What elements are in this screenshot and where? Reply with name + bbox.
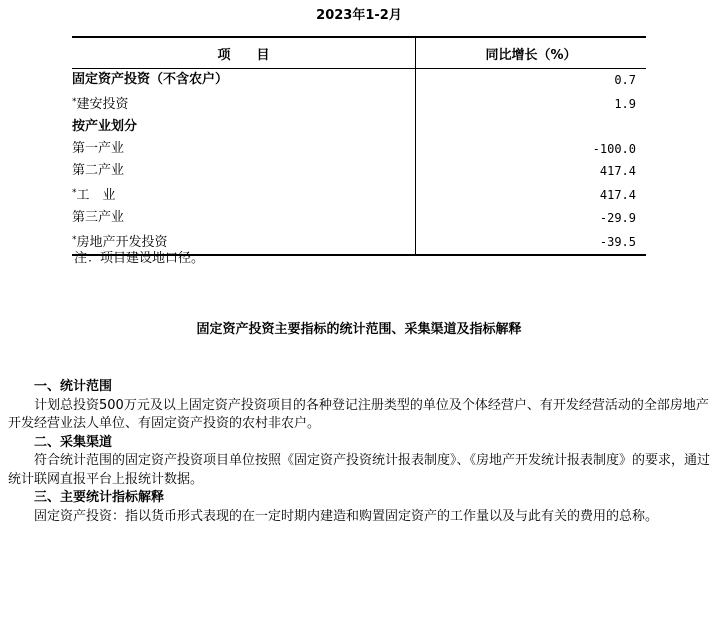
section-heading: 二、采集渠道: [34, 434, 113, 450]
explanation-body: [8, 378, 710, 526]
table-row: [72, 160, 646, 182]
row-label: 第二产业: [72, 160, 416, 182]
section-paragraph: 计划总投资500万元及以上固定资产投资项目的各种登记注册类型的单位及个体经营户、有开发经营活动的全部房地产开发经营业法人单位、有固定资产投资的农村非农户。: [8, 397, 709, 431]
table-row: [72, 91, 646, 116]
row-label: 按产业划分: [72, 116, 416, 138]
section-heading: 三、主要统计指标解释: [34, 490, 165, 505]
table-row: [72, 138, 646, 160]
row-value: [416, 116, 647, 138]
table-row: [72, 116, 646, 138]
row-value: -100.0: [592, 142, 636, 156]
table-note: 注：项目建设地口径。: [74, 251, 205, 266]
column-header-item: 项 目: [72, 37, 416, 69]
section-paragraph: 固定资产投资：指以货币形式表现的在一定时期内建造和购置固定资产的工作量以及与此有关的费用的总称。: [34, 508, 659, 524]
row-value: -29.9: [599, 211, 636, 225]
row-value: 417.4: [599, 164, 636, 178]
row-value: -39.5: [416, 229, 647, 255]
row-value: 0.7: [614, 73, 636, 87]
row-label-cell: [72, 182, 416, 207]
section-paragraph: 符合统计范围的固定资产投资项目单位按照《固定资产投资统计报表制度》、《房地产开发统计报表制度》的要求，通过统计联网直报平台上报统计数据。: [8, 453, 711, 487]
section-title: 固定资产投资主要指标的统计范围、采集渠道及指标解释: [196, 322, 522, 337]
section-heading: 一、统计范围: [34, 379, 113, 394]
row-label: 第三产业: [72, 207, 416, 229]
row-label: 固定资产投资（不含农户）: [72, 69, 416, 92]
row-label: 工 业: [76, 188, 116, 203]
report-period: 2023年1-2月: [316, 8, 402, 23]
table-row: [72, 69, 646, 92]
star-marker: *: [72, 97, 77, 107]
row-label: 建安投资: [76, 97, 129, 112]
row-value: 417.4: [599, 187, 636, 202]
column-header-growth: 同比增长（%）: [416, 37, 647, 69]
row-label: 第一产业: [72, 138, 416, 160]
row-label-cell: [72, 91, 416, 116]
growth-table: [72, 36, 646, 256]
table-row: [72, 182, 646, 207]
row-label: 房地产开发投资: [76, 235, 168, 250]
star-marker: *: [72, 235, 77, 245]
star-marker: *: [72, 188, 77, 198]
row-value: 1.9: [614, 96, 636, 111]
table-header-row: [72, 37, 646, 69]
table-row: [72, 207, 646, 229]
